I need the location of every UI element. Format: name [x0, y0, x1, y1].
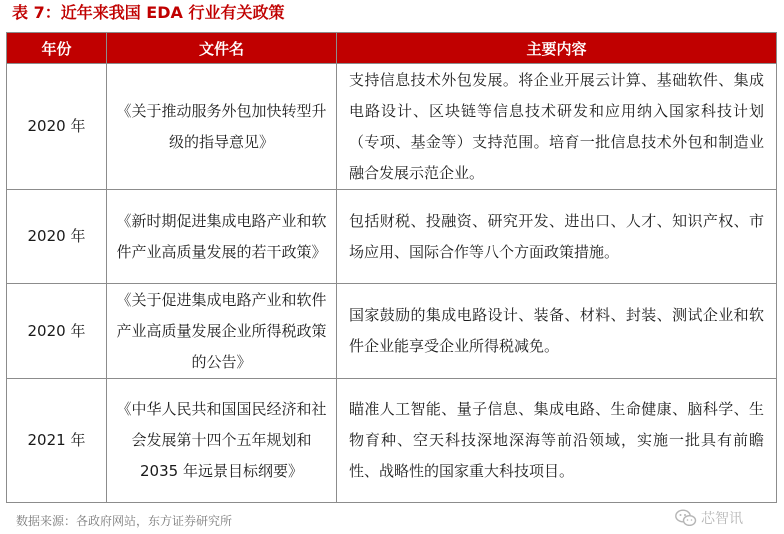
table-row [7, 64, 777, 190]
row-file: 《关于促进集成电路产业和软件产业高质量发展企业所得税政策的公告》 [107, 284, 337, 379]
table-caption: 表 7：近年来我国 EDA 行业有关政策 [12, 3, 285, 22]
watermark-text: 芯智讯 [701, 511, 743, 527]
row-year: 2020 年 [7, 190, 107, 284]
table-row [7, 190, 777, 284]
row-file: 《关于推动服务外包加快转型升级的指导意见》 [107, 64, 337, 190]
wechat-icon [675, 509, 697, 527]
table-header-row [7, 33, 777, 64]
header-year: 年份 [7, 33, 107, 64]
table-row [7, 284, 777, 379]
table-row [7, 379, 777, 503]
row-content: 瞄准人工智能、量子信息、集成电路、生命健康、脑科学、生物育种、空天科技深地深海等前沿领域，实施一批具有前瞻性、战略性的国家重大科技项目。 [337, 379, 777, 503]
row-content: 国家鼓励的集成电路设计、装备、材料、封装、测试企业和软件企业能享受企业所得税减免。 [337, 284, 777, 379]
policy-table [6, 32, 777, 503]
row-content: 支持信息技术外包发展。将企业开展云计算、基础软件、集成电路设计、区块链等信息技术研发和应用纳入国家科技计划（专项、基金等）支持范围。培育一批信息技术外包和制造业融合发展示范企业。 [337, 64, 777, 190]
row-year: 2020 年 [7, 284, 107, 379]
row-file: 《中华人民共和国国民经济和社会发展第十四个五年规划和 2035 年远景目标纲要》 [107, 379, 337, 503]
data-source-note: 数据来源：各政府网站，东方证券研究所 [16, 514, 233, 528]
header-file: 文件名 [107, 33, 337, 64]
row-content: 包括财税、投融资、研究开发、进出口、人才、知识产权、市场应用、国际合作等八个方面政策措施。 [337, 190, 777, 284]
row-file: 《新时期促进集成电路产业和软件产业高质量发展的若干政策》 [107, 190, 337, 284]
header-content: 主要内容 [337, 33, 777, 64]
row-year: 2020 年 [7, 64, 107, 190]
row-year: 2021 年 [7, 379, 107, 503]
watermark [675, 508, 743, 528]
